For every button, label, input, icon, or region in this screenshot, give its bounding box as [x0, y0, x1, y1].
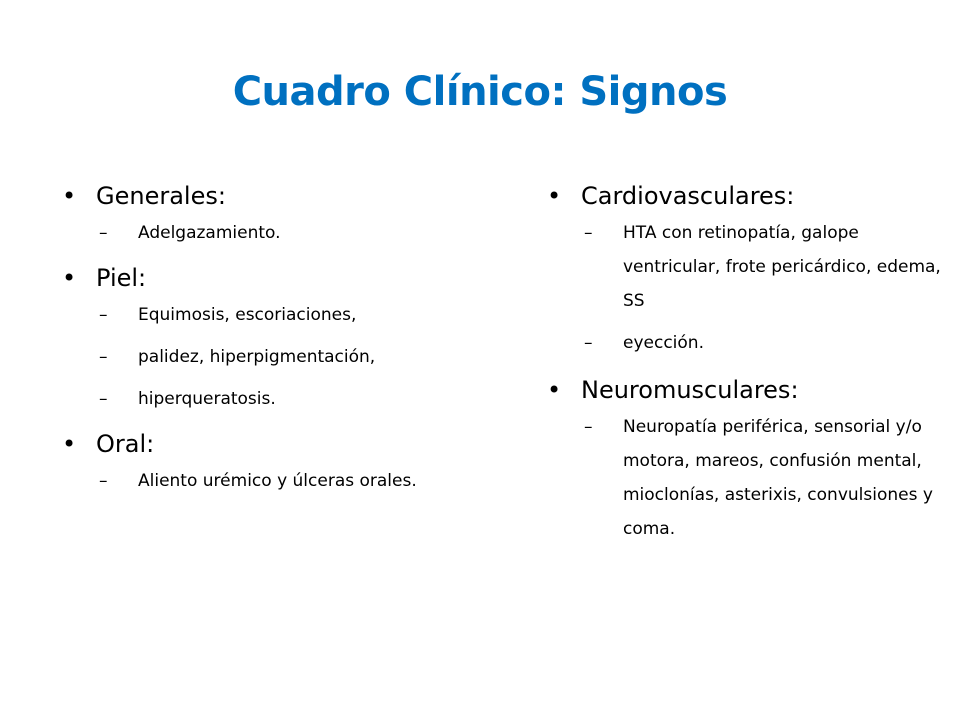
bullet-icon: •	[62, 182, 77, 210]
sub-list	[581, 410, 955, 546]
sub-item-text: hiperqueratosis.	[138, 389, 276, 409]
sub-item-text: Equimosis, escoriaciones,	[138, 305, 357, 325]
bullet-item-cardiovasculares	[543, 176, 955, 360]
sub-item	[96, 464, 538, 498]
sub-item-text: Neuropatía periférica, sensorial y/o motora, mareos, confusión mental, mioclonías, asterixis, convulsiones y coma.	[623, 417, 933, 539]
bullet-icon: •	[62, 430, 77, 458]
sub-item-text: eyección.	[623, 333, 704, 353]
bullet-label: Cardiovasculares:	[581, 182, 795, 210]
sub-item	[96, 340, 538, 374]
right-bullet-list	[543, 176, 955, 546]
sub-item	[96, 216, 538, 250]
sub-item	[581, 410, 955, 546]
bullet-label: Piel:	[96, 264, 147, 292]
bullet-item-oral	[58, 424, 538, 498]
sub-list	[96, 216, 538, 250]
bullet-icon: •	[547, 376, 562, 404]
dash-icon: –	[584, 417, 593, 437]
bullet-icon: •	[62, 264, 77, 292]
sub-item	[581, 326, 955, 360]
sub-item-text: palidez, hiperpigmentación,	[138, 347, 376, 367]
sub-item	[581, 216, 955, 318]
bullet-label: Oral:	[96, 430, 155, 458]
right-column	[543, 176, 955, 556]
sub-item-text: Aliento urémico y úlceras orales.	[138, 471, 417, 491]
bullet-icon: •	[547, 182, 562, 210]
left-bullet-list	[58, 176, 538, 498]
sub-list	[96, 464, 538, 498]
sub-item-text: Adelgazamiento.	[138, 223, 281, 243]
sub-list	[581, 216, 955, 360]
slide-title: Cuadro Clínico: Signos	[232, 69, 728, 115]
dash-icon: –	[584, 223, 593, 243]
bullet-item-piel	[58, 258, 538, 416]
dash-icon: –	[584, 333, 593, 353]
dash-icon: –	[99, 223, 108, 243]
sub-list	[96, 298, 538, 416]
bullet-label: Neuromusculares:	[581, 376, 799, 404]
left-column	[58, 176, 538, 506]
dash-icon: –	[99, 347, 108, 367]
dash-icon: –	[99, 305, 108, 325]
bullet-item-neuromusculares	[543, 370, 955, 546]
dash-icon: –	[99, 389, 108, 409]
dash-icon: –	[99, 471, 108, 491]
sub-item-text: HTA con retinopatía, galope ventricular, frote pericárdico, edema, SS	[623, 223, 941, 311]
sub-item	[96, 382, 538, 416]
sub-item	[96, 298, 538, 332]
bullet-item-generales	[58, 176, 538, 250]
bullet-label: Generales:	[96, 182, 226, 210]
